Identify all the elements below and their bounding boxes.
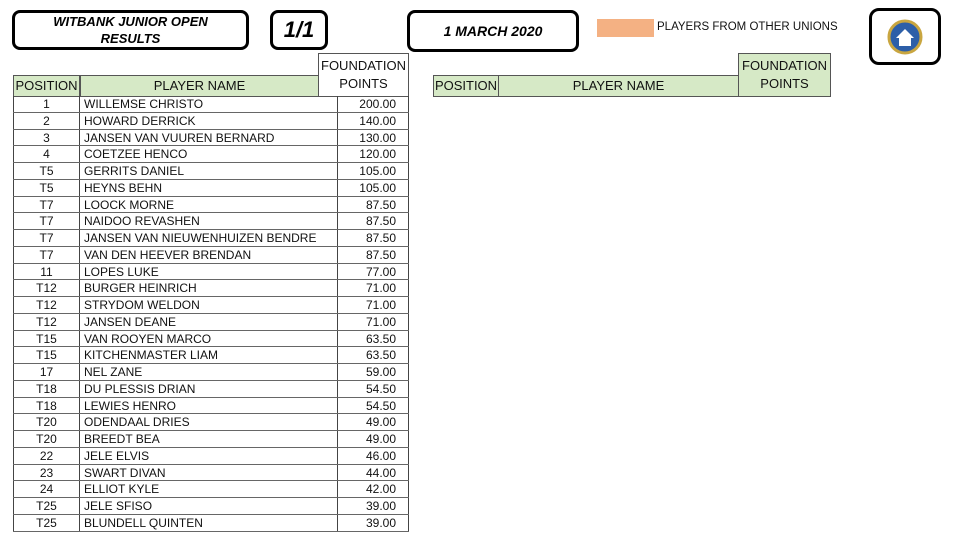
table-row bbox=[13, 465, 409, 482]
position-cell: T20 bbox=[13, 414, 80, 430]
points-cell: 49.00 bbox=[338, 414, 409, 430]
points-cell: 46.00 bbox=[338, 448, 409, 464]
table-row bbox=[13, 213, 409, 230]
table-row bbox=[13, 146, 409, 163]
player-name-cell: KITCHENMASTER LIAM bbox=[80, 347, 338, 363]
table-row bbox=[13, 314, 409, 331]
table-row bbox=[13, 197, 409, 214]
position-cell: 1 bbox=[13, 96, 80, 112]
player-name-cell: LOPES LUKE bbox=[80, 264, 338, 280]
position-cell: T12 bbox=[13, 280, 80, 296]
table-row bbox=[13, 247, 409, 264]
points-cell: 87.50 bbox=[338, 213, 409, 229]
player-name-cell: JELE ELVIS bbox=[80, 448, 338, 464]
position-cell: T15 bbox=[13, 331, 80, 347]
player-name-cell: JANSEN VAN VUUREN BERNARD bbox=[80, 130, 338, 146]
position-cell: 4 bbox=[13, 146, 80, 162]
position-cell: T5 bbox=[13, 163, 80, 179]
date-box bbox=[407, 10, 579, 52]
position-cell: T15 bbox=[13, 347, 80, 363]
results-table bbox=[13, 96, 409, 532]
player-name-cell: JANSEN DEANE bbox=[80, 314, 338, 330]
points-cell: 71.00 bbox=[338, 314, 409, 330]
player-name-cell: LOOCK MORNE bbox=[80, 197, 338, 213]
player-name-cell: COETZEE HENCO bbox=[80, 146, 338, 162]
player-name-cell: ODENDAAL DRIES bbox=[80, 414, 338, 430]
legend-label: PLAYERS FROM OTHER UNIONS bbox=[657, 21, 838, 33]
table-row bbox=[13, 347, 409, 364]
date-text: 1 MARCH 2020 bbox=[443, 23, 543, 39]
points-cell: 49.00 bbox=[338, 431, 409, 447]
position-cell: T7 bbox=[13, 247, 80, 263]
position-cell: T7 bbox=[13, 213, 80, 229]
table-row bbox=[13, 264, 409, 281]
page-title: WITBANK JUNIOR OPEN RESULTS bbox=[53, 14, 208, 46]
position-cell: 17 bbox=[13, 364, 80, 380]
player-name-cell: VAN ROOYEN MARCO bbox=[80, 331, 338, 347]
points-cell: 42.00 bbox=[338, 481, 409, 497]
points-cell: 200.00 bbox=[338, 96, 409, 112]
header-position: POSITION bbox=[13, 75, 80, 97]
player-name-cell: STRYDOM WELDON bbox=[80, 297, 338, 313]
player-name-cell: BURGER HEINRICH bbox=[80, 280, 338, 296]
table-row bbox=[13, 130, 409, 147]
player-name-cell: WILLEMSE CHRISTO bbox=[80, 96, 338, 112]
points-cell: 87.50 bbox=[338, 230, 409, 246]
table-row bbox=[13, 381, 409, 398]
points-cell: 59.00 bbox=[338, 364, 409, 380]
position-cell: 22 bbox=[13, 448, 80, 464]
points-cell: 87.50 bbox=[338, 197, 409, 213]
table-row bbox=[13, 113, 409, 130]
table-row bbox=[13, 448, 409, 465]
player-name-cell: GERRITS DANIEL bbox=[80, 163, 338, 179]
position-cell: T7 bbox=[13, 230, 80, 246]
player-name-cell: ELLIOT KYLE bbox=[80, 481, 338, 497]
table-row bbox=[13, 96, 409, 113]
table-row bbox=[13, 414, 409, 431]
position-cell: T18 bbox=[13, 398, 80, 414]
page-indicator bbox=[270, 10, 328, 50]
player-name-cell: NEL ZANE bbox=[80, 364, 338, 380]
position-cell: 3 bbox=[13, 130, 80, 146]
header-player-name: PLAYER NAME bbox=[80, 75, 319, 97]
player-name-cell: HOWARD DERRICK bbox=[80, 113, 338, 129]
points-cell: 71.00 bbox=[338, 297, 409, 313]
points-cell: 77.00 bbox=[338, 264, 409, 280]
player-name-cell: HEYNS BEHN bbox=[80, 180, 338, 196]
position-cell: T20 bbox=[13, 431, 80, 447]
header-foundation-points: FOUNDATION POINTS bbox=[318, 53, 409, 97]
table-row bbox=[13, 297, 409, 314]
position-cell: 23 bbox=[13, 465, 80, 481]
table-row bbox=[13, 230, 409, 247]
points-cell: 63.50 bbox=[338, 347, 409, 363]
legend-swatch bbox=[597, 19, 654, 37]
player-name-cell: JANSEN VAN NIEUWENHUIZEN BENDRE bbox=[80, 230, 338, 246]
player-name-cell: LEWIES HENRO bbox=[80, 398, 338, 414]
table-row bbox=[13, 498, 409, 515]
points-cell: 105.00 bbox=[338, 180, 409, 196]
header-position-2: POSITION bbox=[433, 75, 499, 97]
player-name-cell: DU PLESSIS DRIAN bbox=[80, 381, 338, 397]
points-cell: 105.00 bbox=[338, 163, 409, 179]
position-cell: T5 bbox=[13, 180, 80, 196]
page-number: 1/1 bbox=[283, 17, 315, 42]
table-row bbox=[13, 431, 409, 448]
home-icon bbox=[887, 19, 923, 55]
position-cell: T12 bbox=[13, 297, 80, 313]
table-row bbox=[13, 364, 409, 381]
home-button[interactable] bbox=[869, 8, 941, 65]
player-name-cell: BREEDT BEA bbox=[80, 431, 338, 447]
player-name-cell: NAIDOO REVASHEN bbox=[80, 213, 338, 229]
position-cell: T12 bbox=[13, 314, 80, 330]
position-cell: T25 bbox=[13, 498, 80, 514]
position-cell: 24 bbox=[13, 481, 80, 497]
points-cell: 39.00 bbox=[338, 498, 409, 514]
points-cell: 130.00 bbox=[338, 130, 409, 146]
position-cell: 2 bbox=[13, 113, 80, 129]
player-name-cell: VAN DEN HEEVER BRENDAN bbox=[80, 247, 338, 263]
points-cell: 71.00 bbox=[338, 280, 409, 296]
table-row bbox=[13, 515, 409, 532]
points-cell: 44.00 bbox=[338, 465, 409, 481]
points-cell: 54.50 bbox=[338, 381, 409, 397]
points-cell: 120.00 bbox=[338, 146, 409, 162]
table-row bbox=[13, 280, 409, 297]
table-row bbox=[13, 481, 409, 498]
points-cell: 87.50 bbox=[338, 247, 409, 263]
header-foundation-points-2: FOUNDATION POINTS bbox=[738, 53, 831, 97]
points-cell: 54.50 bbox=[338, 398, 409, 414]
player-name-cell: BLUNDELL QUINTEN bbox=[80, 515, 338, 531]
points-cell: 140.00 bbox=[338, 113, 409, 129]
title-box bbox=[12, 10, 249, 50]
position-cell: 11 bbox=[13, 264, 80, 280]
position-cell: T25 bbox=[13, 515, 80, 531]
player-name-cell: JELE SFISO bbox=[80, 498, 338, 514]
table-row bbox=[13, 180, 409, 197]
player-name-cell: SWART DIVAN bbox=[80, 465, 338, 481]
table-row bbox=[13, 331, 409, 348]
position-cell: T7 bbox=[13, 197, 80, 213]
table-row bbox=[13, 163, 409, 180]
position-cell: T18 bbox=[13, 381, 80, 397]
table-row bbox=[13, 398, 409, 415]
points-cell: 63.50 bbox=[338, 331, 409, 347]
header-player-name-2: PLAYER NAME bbox=[498, 75, 739, 97]
points-cell: 39.00 bbox=[338, 515, 409, 531]
